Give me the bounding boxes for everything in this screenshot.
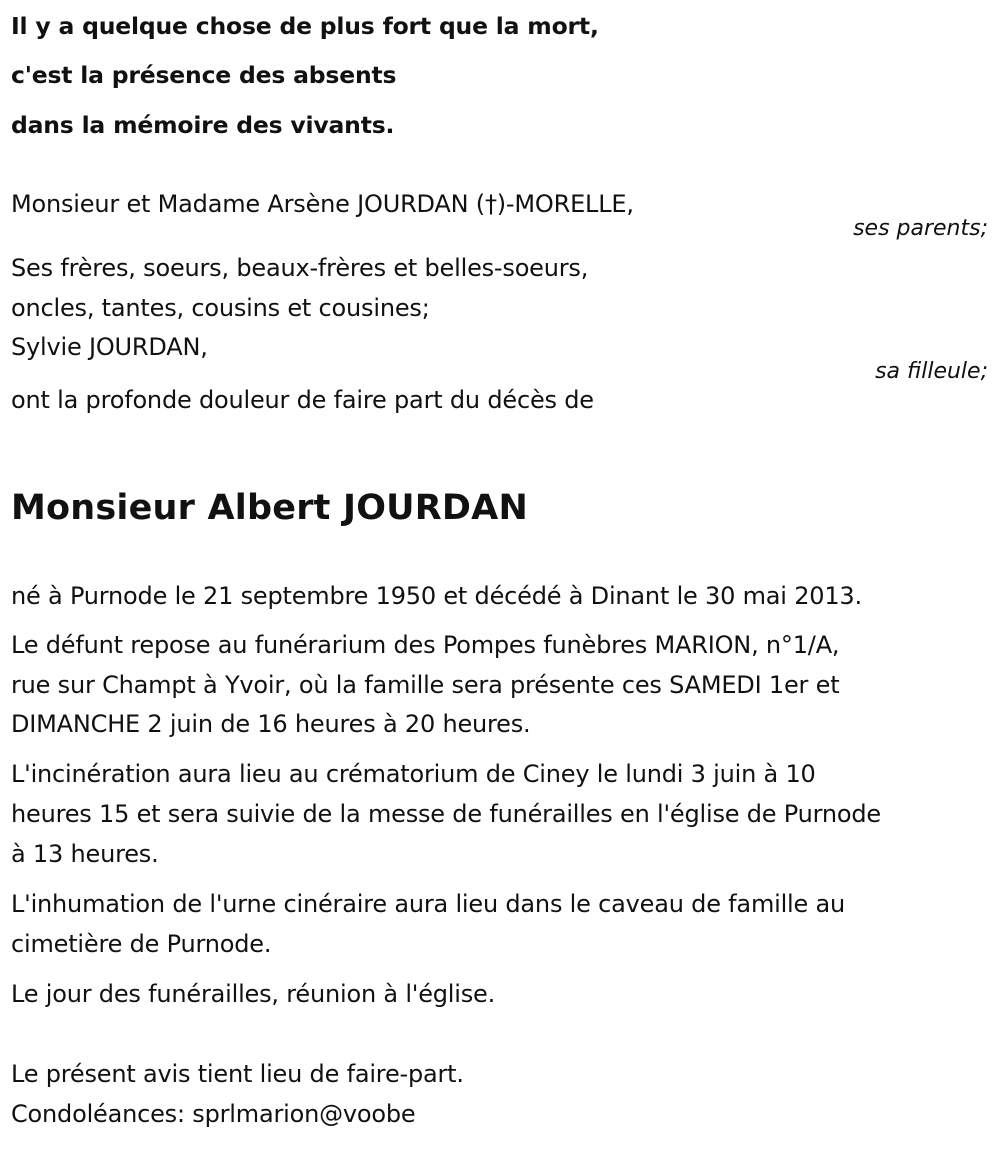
cremation-line-1: L'incinération aura lieu au crématorium de Ciney le lundi 3 juin à 10: [11, 760, 816, 788]
quote-line-3: dans la mémoire des vivants.: [11, 111, 395, 139]
inhumation-line-1: L'inhumation de l'urne cinéraire aura lieu dans le caveau de famille au: [11, 890, 846, 918]
quote-line-1: Il y a quelque chose de plus fort que la mort,: [11, 12, 599, 40]
siblings-line: Ses frères, soeurs, beaux-frères et belles-soeurs,: [11, 254, 589, 282]
rest-line-3: DIMANCHE 2 juin de 16 heures à 20 heures.: [11, 710, 531, 738]
relatives-line: oncles, tantes, cousins et cousines;: [11, 294, 430, 322]
cremation-line-2: heures 15 et sera suivie de la messe de funérailles en l'église de Purnode: [11, 800, 881, 828]
notice-line: Le présent avis tient lieu de faire-part.: [11, 1060, 464, 1088]
birth-death-line: né à Purnode le 21 septembre 1950 et décédé à Dinant le 30 mai 2013.: [11, 582, 862, 610]
goddaughter-role: sa filleule;: [875, 359, 988, 384]
parents-line: Monsieur et Madame Arsène JOURDAN (†)-MORELLE,: [11, 190, 634, 218]
rest-line-2: rue sur Champt à Yvoir, où la famille sera présente ces SAMEDI 1er et: [11, 671, 840, 699]
cremation-line-3: à 13 heures.: [11, 840, 159, 868]
announcement-line: ont la profonde douleur de faire part du décès de: [11, 386, 594, 414]
condolences-line: Condoléances: sprlmarion@voobe: [11, 1100, 416, 1128]
parents-role: ses parents;: [853, 216, 988, 241]
inhumation-line-2: cimetière de Purnode.: [11, 930, 272, 958]
goddaughter-line: Sylvie JOURDAN,: [11, 333, 208, 361]
deceased-name: Monsieur Albert JOURDAN: [11, 488, 528, 528]
rest-line-1: Le défunt repose au funérarium des Pompes funèbres MARION, n°1/A,: [11, 631, 840, 659]
quote-line-2: c'est la présence des absents: [11, 61, 397, 89]
meeting-line: Le jour des funérailles, réunion à l'église.: [11, 980, 496, 1008]
